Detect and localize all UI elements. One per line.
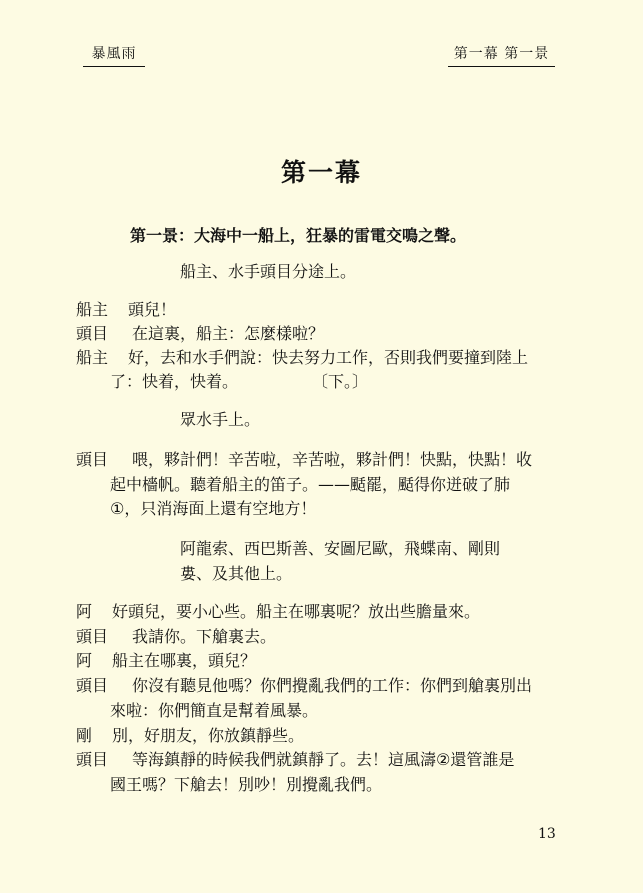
dialogue-continuation: 起中檣帆。聽着船主的笛子。——颳罷，颳得你迸破了肺 — [110, 475, 511, 494]
speaker: 阿 — [76, 602, 93, 621]
speaker: 船主 — [76, 348, 109, 367]
dialogue-text: 等海鎮靜的時候我們就鎮靜了。去！這風濤②還管誰是 — [132, 750, 515, 769]
scene-heading: 第一景：大海中一船上，狂暴的雷電交鳴之聲。 — [130, 226, 467, 245]
dialogue-line — [76, 322, 324, 346]
dialogue-line — [76, 724, 304, 748]
dialogue-text: 好，去和水手們說：快去努力工作，否則我們要撞到陸上 — [128, 348, 529, 367]
dialogue-text: 我請你。下艙裏去。 — [132, 627, 277, 646]
dialogue-line — [76, 674, 532, 698]
dialogue-line — [76, 625, 276, 649]
act-title: 第一幕 — [280, 158, 362, 187]
dialogue-text: 在這裏，船主：怎麼樣啦？ — [132, 324, 325, 343]
dialogue-text: 別，好朋友，你放鎮靜些。 — [112, 726, 305, 745]
dialogue-line — [76, 448, 532, 472]
dialogue-line — [76, 600, 480, 624]
dialogue-line — [76, 346, 528, 370]
dialogue-text: 你沒有聽見他嗎？你們攪亂我們的工作：你們到艙裏別出 — [132, 676, 533, 695]
dialogue-continuation: 了：快着，快着。 — [110, 372, 239, 391]
stage-direction: 眾水手上。 — [180, 410, 261, 429]
stage-direction: 婁、及其他上。 — [180, 564, 293, 583]
dialogue-text: 好頭兒，要小心些。船主在哪裏呢？放出些膽量來。 — [112, 602, 481, 621]
speaker: 頭目 — [76, 627, 109, 646]
speaker: 頭目 — [76, 750, 109, 769]
running-header-section: 第一幕 第一景 — [448, 46, 555, 67]
speaker: 阿 — [76, 651, 93, 670]
stage-direction-inline: 〔下。〕 — [312, 372, 369, 391]
speaker: 頭目 — [76, 676, 109, 695]
stage-direction: 船主、水手頭目分途上。 — [180, 262, 357, 281]
running-header-title: 暴風雨 — [83, 46, 145, 67]
dialogue-text: 船主在哪裏，頭兒？ — [112, 651, 257, 670]
stage-direction: 阿龍索、西巴斯善、安圖尼歐，飛蝶南、剛則 — [180, 539, 501, 558]
dialogue-continuation: 來啦：你們簡直是幫着風暴。 — [110, 701, 319, 720]
dialogue-line — [76, 748, 514, 772]
speaker: 船主 — [76, 300, 109, 319]
speaker: 剛 — [76, 726, 93, 745]
page-number: 13 — [538, 826, 556, 842]
dialogue-line — [76, 649, 256, 673]
speaker: 頭目 — [76, 450, 109, 469]
dialogue-text: 頭兒！ — [128, 300, 177, 319]
dialogue-continuation: 國王嗎？下艙去！別吵！別攪亂我們。 — [110, 775, 383, 794]
dialogue-text: 喂，夥計們！辛苦啦，辛苦啦，夥計們！快點，快點！收 — [132, 450, 533, 469]
speaker: 頭目 — [76, 324, 109, 343]
dialogue-continuation: ①，只消海面上還有空地方！ — [110, 499, 317, 518]
dialogue-line — [76, 298, 176, 322]
